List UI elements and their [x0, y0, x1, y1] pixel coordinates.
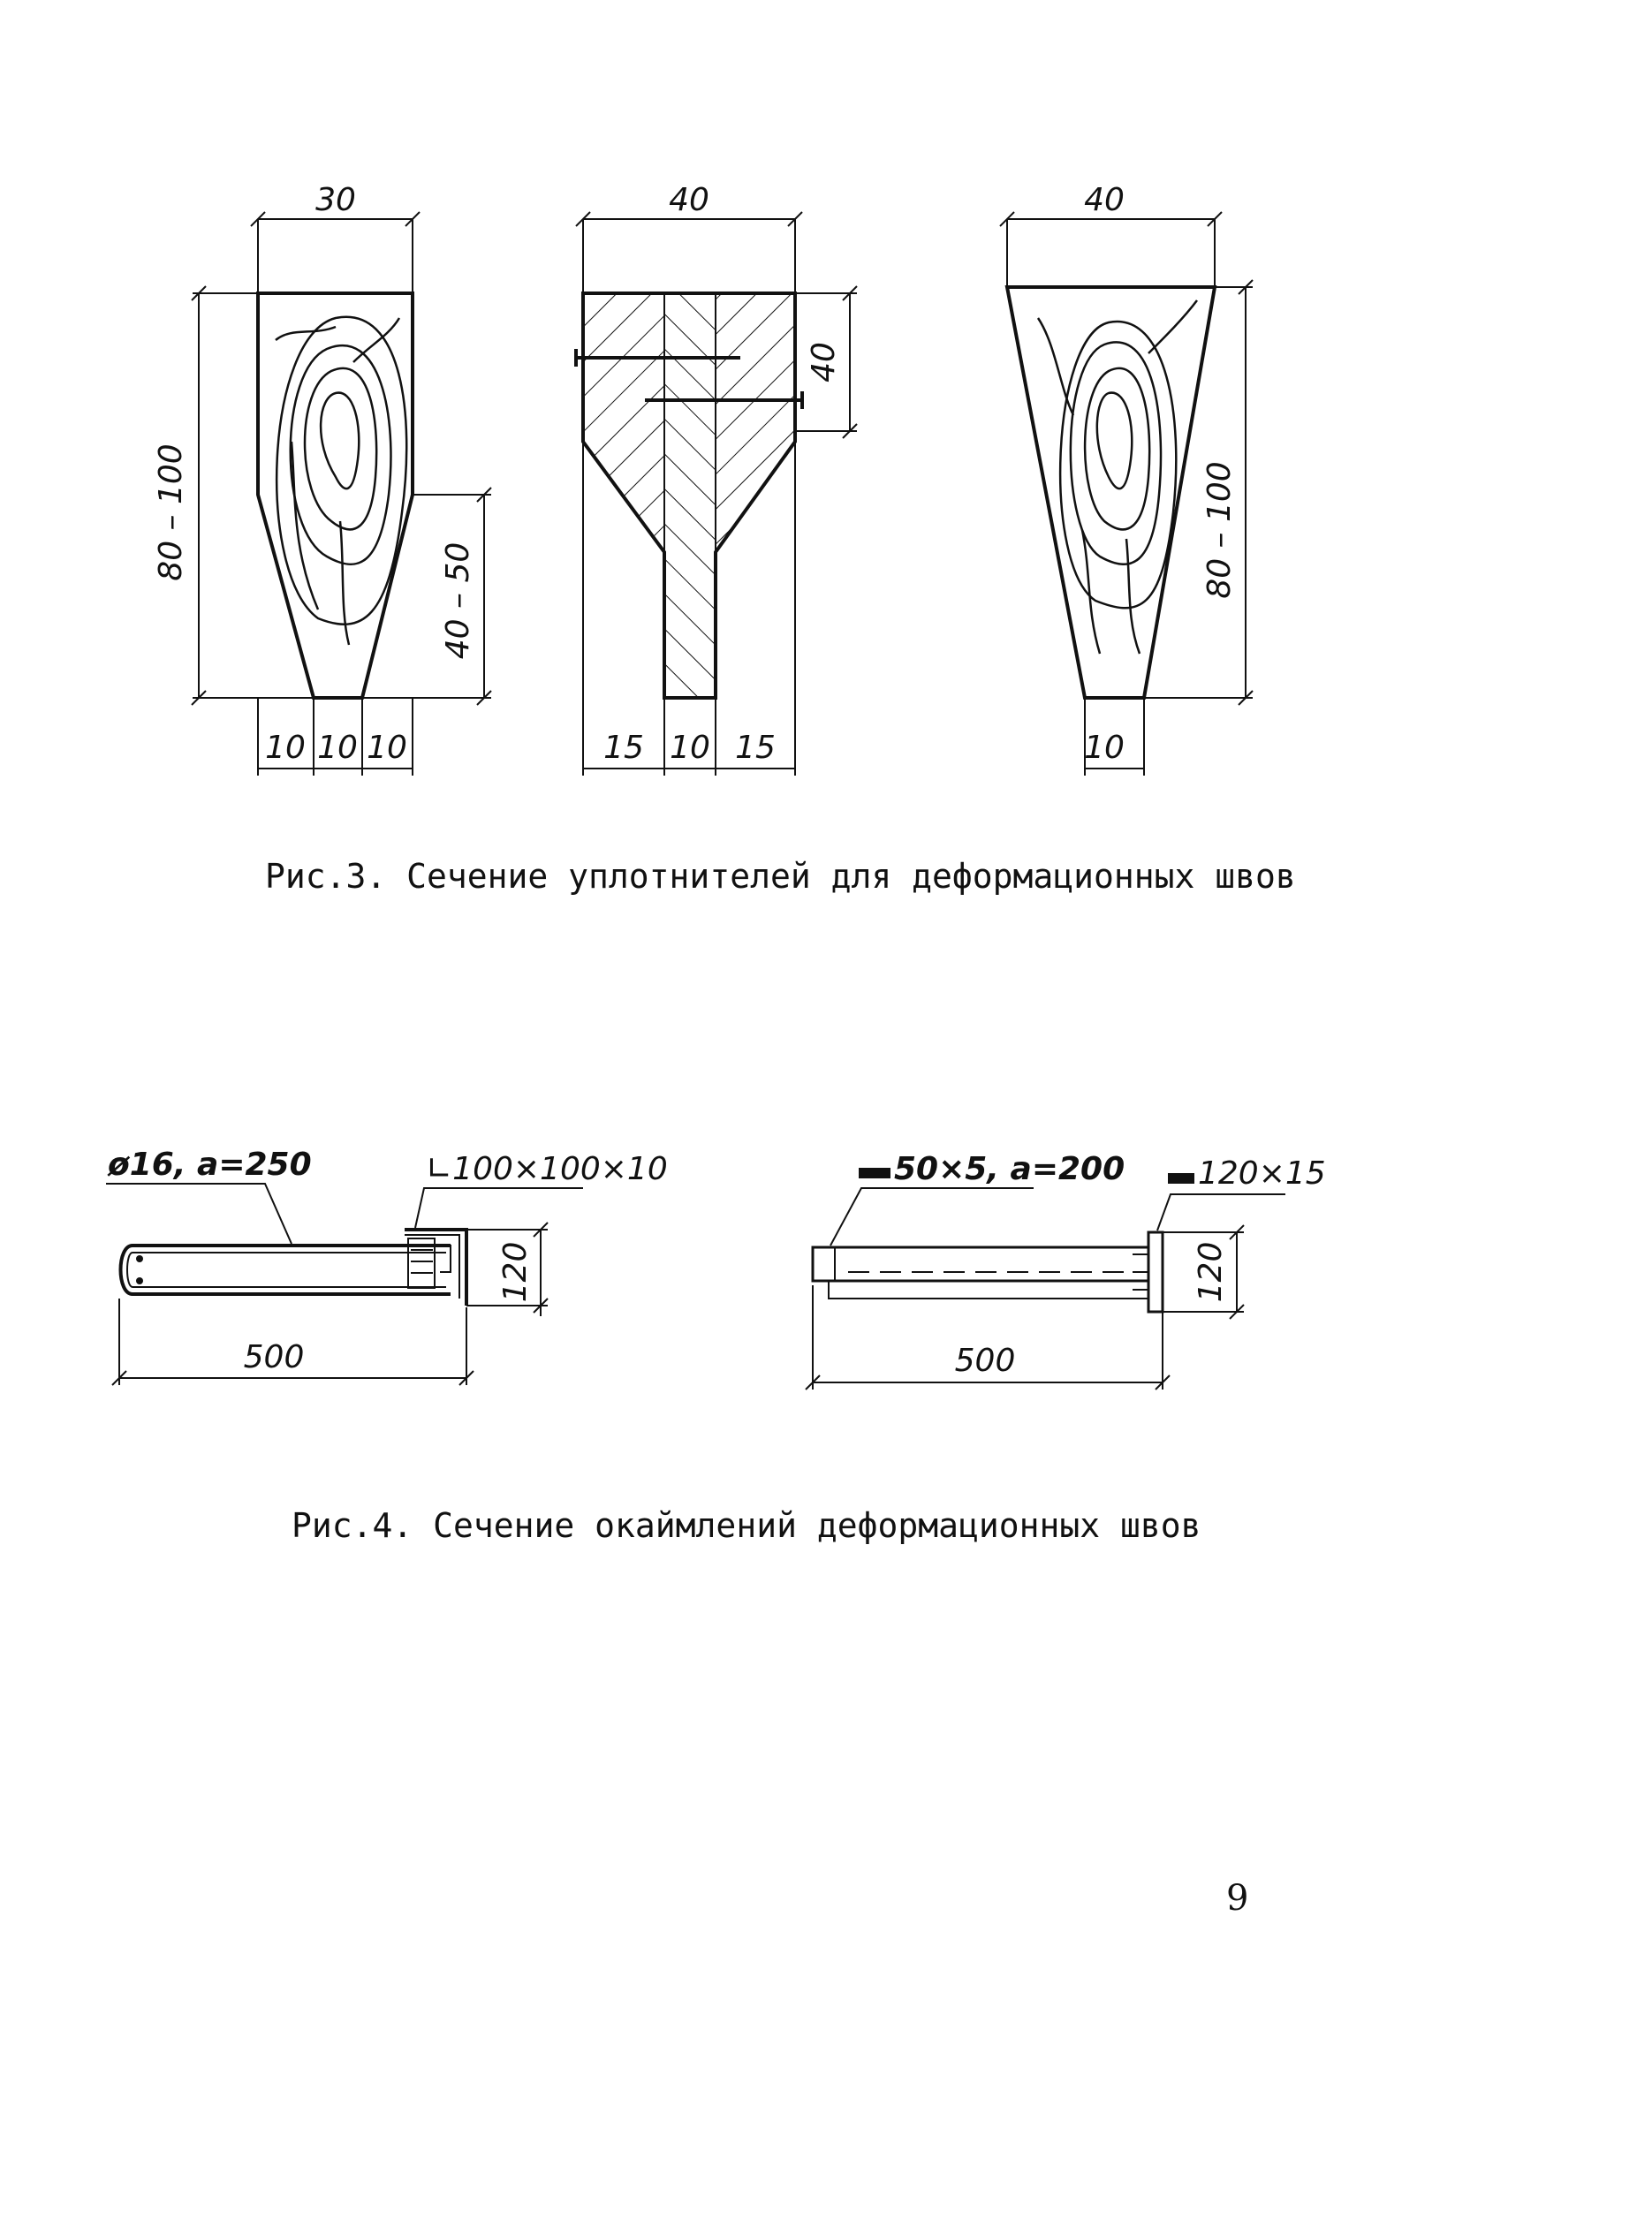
dim-bottom-a-2: 10: [317, 730, 358, 766]
strip-symbol: [859, 1168, 890, 1178]
label-angle: ∟100×100×10: [426, 1151, 668, 1187]
dim-height-left: 120: [497, 1241, 534, 1303]
dim-bottom-c: 10: [1084, 730, 1125, 766]
dim-bottom-b-2: 10: [670, 730, 710, 766]
dim-top-c: 40: [1084, 182, 1125, 218]
dim-bottom-b-1: 15: [603, 730, 644, 766]
edging-left: [106, 1147, 668, 1385]
wood-grain-c: [1038, 300, 1197, 654]
dim-height-right: 120: [1193, 1241, 1229, 1303]
label-strip: 50×5, a=200: [894, 1151, 1125, 1187]
dim-height-c: 80 – 100: [1201, 461, 1238, 599]
edging-right: [806, 1151, 1326, 1390]
figure3: [153, 182, 1296, 896]
label-rebar: ø16, a=250: [108, 1147, 312, 1183]
seal-section-a: [153, 182, 491, 776]
figure3-caption: Рис.3. Сечение уплотнителей для деформационных швов: [265, 857, 1296, 896]
label-plate: 120×15: [1198, 1155, 1326, 1192]
seal-section-c: [1000, 182, 1253, 776]
dim-length-left: 500: [243, 1339, 305, 1375]
page-number: 9: [1226, 1878, 1249, 1919]
dim-bottom-a-1: 10: [265, 730, 306, 766]
figure4: [106, 1147, 1326, 1545]
figure4-caption: Рис.4. Сечение окаймлений деформационных швов: [292, 1506, 1201, 1545]
dim-bottom-a-3: 10: [367, 730, 407, 766]
dim-top-b: 40: [669, 182, 709, 218]
dim-height-a: 80 – 100: [153, 443, 189, 581]
plate-symbol: [1168, 1173, 1194, 1184]
dim-top-a: 30: [315, 182, 356, 218]
dim-side-b: 40: [806, 342, 842, 382]
dim-neck-a: 40 – 50: [440, 541, 476, 660]
dim-length-right: 500: [954, 1343, 1016, 1379]
dim-bottom-b-3: 15: [735, 730, 776, 766]
seal-section-b: [576, 182, 857, 776]
